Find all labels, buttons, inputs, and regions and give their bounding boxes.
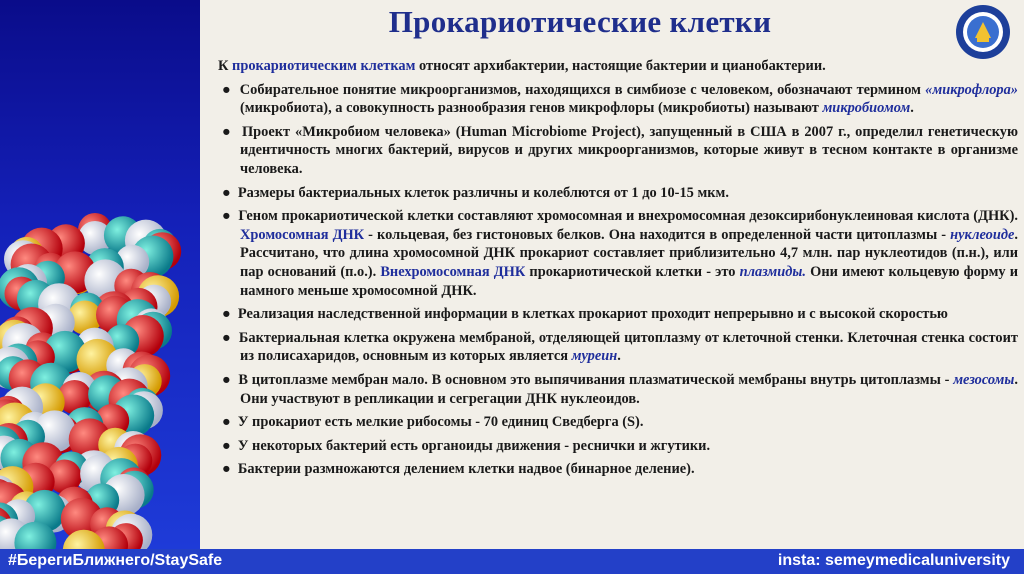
text-segment: Проект «Микробиом человека» (Human Microbiome Project), запущенный в США в 2007 г., определил генетическую идентичность многих бактерий, вирусов и других микроорганизмов, которые живут в тесном контакте в организме человека. [240,123,1019,177]
paragraph [218,437,1018,456]
highlighted-term: плазмиды. [739,263,806,280]
paragraph [218,305,1018,324]
highlighted-term: мезосомы [953,371,1015,388]
paragraph [218,371,1018,408]
bullet: ● [222,81,240,98]
paragraph [218,413,1018,432]
paragraph [218,184,1018,203]
highlighted-term: «микрофлора» [925,81,1018,98]
highlighted-term: нуклеоиде [950,226,1015,243]
text-segment: В цитоплазме мембран мало. В основном это выпячивания плазматической мембраны внутрь цитоплазмы - [238,371,954,388]
page-title: Прокариотические клетки [388,4,772,39]
text-segment: Бактерии размножаются делением клетки надвое (бинарное деление). [237,461,695,478]
text-segment: Собирательное понятие микроорганизмов, находящихся в симбиозе с человеком, обозначают термином [239,81,926,98]
text-segment: относят архибактерии, настоящие бактерии и цианобактерии. [415,58,826,74]
bullet: ● [222,329,239,346]
bullet: ● [222,371,239,388]
footer-bar [0,549,1024,574]
highlighted-term: Внехромосомная ДНК [380,263,526,280]
text-segment: . [910,100,914,117]
text-segment: Реализация наследственной информации в клетках прокариот проходит непрерывно и с высокой скоростью [237,306,948,323]
paragraph [218,57,1018,76]
bullet: ● [222,184,238,201]
dna-molecule-image [0,0,200,549]
paragraph [218,123,1018,179]
footer-instagram: insta: semeymedicaluniversity [777,552,1010,569]
bullet: ● [222,208,239,225]
paragraph [218,460,1018,479]
text-segment: У некоторых бактерий есть органоиды движения - реснички и жгутики. [237,437,711,454]
bullet: ● [222,414,238,431]
text-segment: (микробиота), а совокупность разнообразия генов микрофлоры (микробиоты) называют [240,100,823,117]
text-segment: прокариотической клетки - это [525,263,740,280]
highlighted-term: муреин [571,348,618,365]
text-segment: Бактериальная клетка окружена мембраной, отделяющей цитоплазму от клеточной стенки. Клеточная стенка состоит из полисахаридов, основным из которых является [238,329,1018,365]
text-segment: . [617,348,621,365]
highlighted-term: Хромосомная ДНК [240,226,365,243]
university-logo [955,4,1011,60]
text-segment: У прокариот есть мелкие рибосомы - 70 единиц Сведберга (S). [237,414,644,431]
paragraph [218,329,1018,366]
text-segment: . Они участвуют в репликации и сегрегации ДНК нуклеоидов. [240,371,1018,407]
bullet: ● [222,437,238,454]
paragraph [218,207,1018,300]
dna-model-illustration [0,0,200,549]
bullet: ● [222,306,238,323]
text-segment: Они имеют кольцевую форму и намного меньше хромосомной ДНК. [240,263,1018,299]
bullet: ● [222,123,242,140]
highlighted-term: прокариотическим клеткам [232,58,416,74]
text-segment: Размеры бактериальных клеток различны и колеблются от 1 до 10-15 мкм. [237,184,729,201]
text-segment: - кольцевая, без гистоновых белков. Она находится в определенной части цитоплазмы - [364,226,951,243]
text-segment: Геном прокариотической клетки составляют хромосомная и внехромосомная дезоксирибонуклеиновая кислота (ДНК). [238,208,1019,225]
highlighted-term: микробиомом [822,100,911,117]
text-segment: К [218,58,233,74]
text-segment: . Рассчитано, что длина хромосомной ДНК прокариот составляет приблизительно 4,7 млн. пар нуклеотидов (п.н.), или пар оснований (п.о.). [240,226,1018,280]
body-text [218,57,1018,484]
paragraph [218,81,1018,118]
bullet: ● [222,461,238,478]
footer-hashtag: #БерегиБлижнего/StaySafe [8,552,223,569]
